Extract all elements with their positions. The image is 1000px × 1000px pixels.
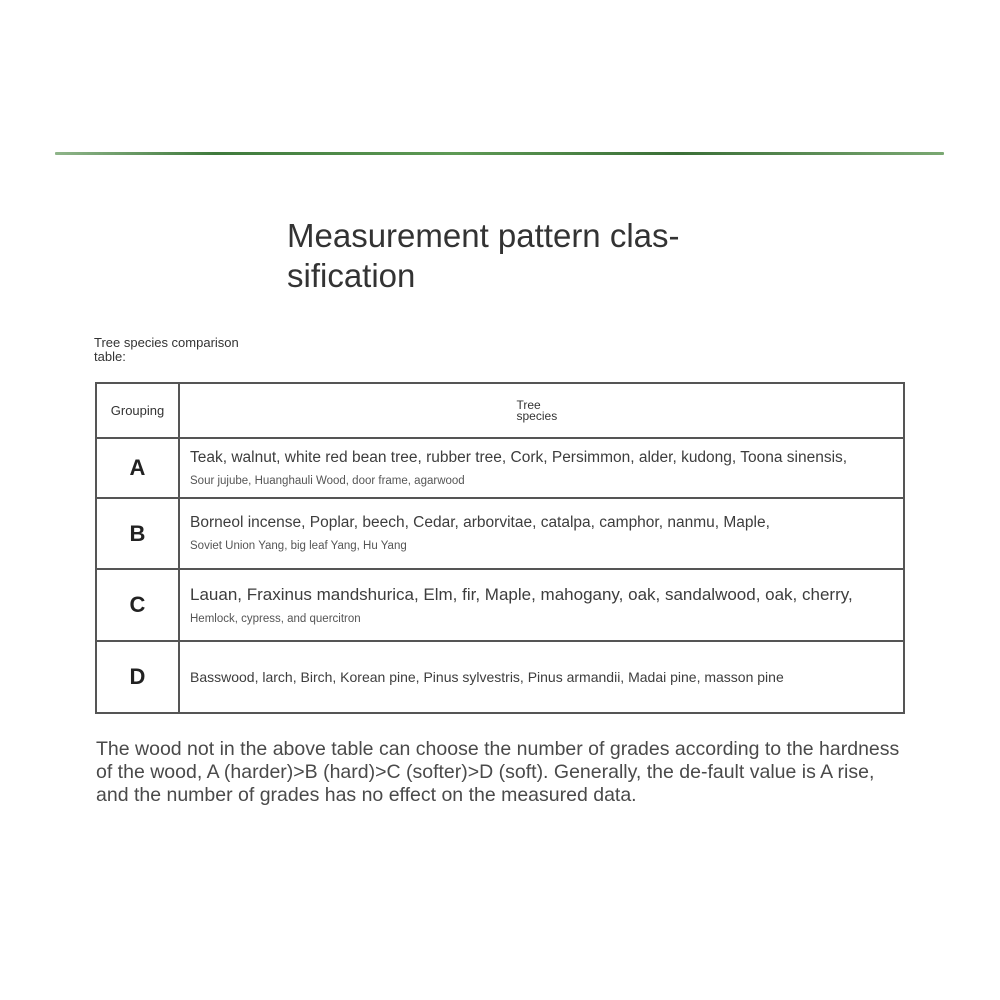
header-grouping: Grouping <box>96 383 179 438</box>
species-sub-line: Sour jujube, Huanghauli Wood, door frame, agarwood <box>190 474 465 487</box>
header-tree-species <box>179 383 904 438</box>
species-main-line: Borneol incense, Poplar, beech, Cedar, arborvitae, catalpa, camphor, nanmu, Maple, <box>190 514 770 531</box>
species-main-line: Basswood, larch, Birch, Korean pine, Pinus sylvestris, Pinus armandii, Madai pine, masson pine <box>190 669 784 685</box>
table-row <box>96 569 904 641</box>
table-header-row <box>96 383 904 438</box>
grade-label: C <box>96 569 179 641</box>
grade-label: D <box>96 641 179 713</box>
species-main-line: Lauan, Fraxinus mandshurica, Elm, fir, Maple, mahogany, oak, sandalwood, oak, cherry, <box>190 584 853 604</box>
grade-label: A <box>96 438 179 498</box>
hardness-note: The wood not in the above table can choose the number of grades according to the hardness of the wood, A (harder)>B (hard)>C (softer)>D (soft). Generally, the de-fault value is A rise, and the number of grades has no effect on the measured data. <box>96 738 900 806</box>
grade-label: B <box>96 498 179 569</box>
species-cell <box>179 438 904 498</box>
page-title: Measurement pattern clas- sification <box>287 217 680 294</box>
species-cell <box>179 498 904 569</box>
divider-line <box>55 152 944 155</box>
species-cell <box>179 641 904 713</box>
table-caption: Tree species comparison table: <box>94 335 239 364</box>
table-row <box>96 438 904 498</box>
table-row <box>96 641 904 713</box>
species-sub-line: Hemlock, cypress, and quercitron <box>190 612 361 625</box>
table-row <box>96 498 904 569</box>
species-table <box>95 382 905 714</box>
species-main-line: Teak, walnut, white red bean tree, rubber tree, Cork, Persimmon, alder, kudong, Toona sinensis, <box>190 448 848 466</box>
header-tree-species-label: Tree species <box>516 397 558 423</box>
species-sub-line: Soviet Union Yang, big leaf Yang, Hu Yang <box>190 540 407 552</box>
species-cell <box>179 569 904 641</box>
